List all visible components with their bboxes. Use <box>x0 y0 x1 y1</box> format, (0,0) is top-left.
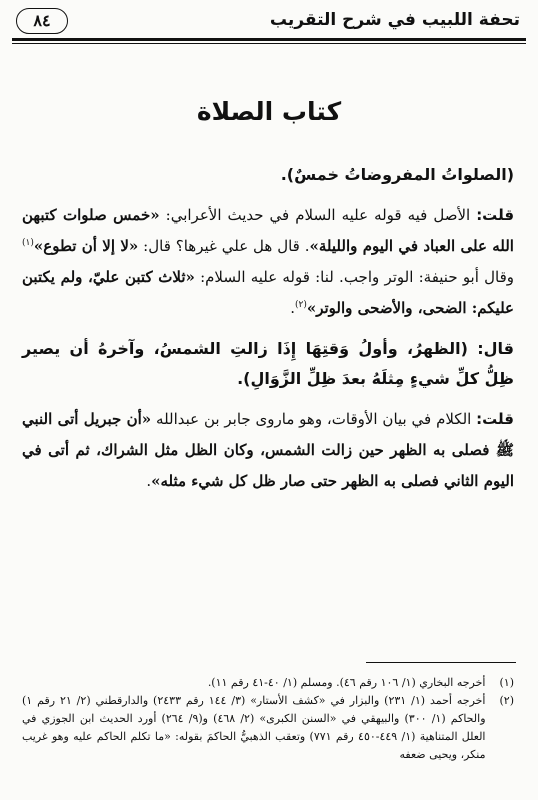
footnotes <box>22 674 514 798</box>
page-number: ٨٤ <box>16 8 68 34</box>
header-divider <box>12 38 526 44</box>
footnote-marker[interactable]: (٢) <box>294 300 307 310</box>
footnote-text: أخرجه أحمد (١/ ٢٣١) والبزار في «كشف الأستار» (٣/ ١٤٤ رقم ٢٤٣٣) والدارقطني (٢/ ٢١ رقم ١) والحاكم (١/ ٣٠٠) والبيهقي في «السنن الكبرى» (٢/ ٤٦٨) و(٩/ ٢٦٤) أورد الحديث ابن الجوزي في العلل المتناهية (١/ ٤٤٩-٤٥٠ رقم ٧٧١) وتعقب الذهبيُّ الحاكمَ بقوله: «ما تكلم الحاكم عليه وهو غريب منكر، ويحيى ضعفه <box>22 694 486 761</box>
footnote-number: (١) <box>499 676 514 689</box>
paragraph-text: الأصل فيه قوله عليه السلام في حديث الأعرابي: <box>159 206 477 224</box>
paragraph-text: . <box>290 299 295 317</box>
footnote <box>22 674 514 692</box>
footnote-number: (٢) <box>499 694 514 707</box>
footnote-marker[interactable]: (١) <box>22 238 34 248</box>
page-body <box>22 160 514 507</box>
hadith-quote: «أن جبريل أتى النبي ﷺ فصلى به الظهر حين زالت الشمس، وكان الظل مثل الشراك، ثم أتى في اليوم الثاني فصلى به الظهر حتى صار ظل كل شيء مثله» <box>22 410 514 490</box>
sharh-paragraph <box>22 404 514 497</box>
page-header <box>12 8 526 36</box>
running-title: تحفة اللبيب في شرح التقريب <box>269 10 520 30</box>
footnote-text: أخرجه البخاري (١/ ١٠٦ رقم ٤٦). ومسلم (١/ ٤٠-٤١ رقم ١١). <box>207 676 486 689</box>
paragraph-lead: قلت: <box>476 410 514 428</box>
paragraph-text: وقال أبو حنيفة: الوتر واجب. لنا: قوله عليه السلام: <box>194 268 514 286</box>
footnote <box>22 692 514 764</box>
chapter-title: كتاب الصلاة <box>196 97 342 126</box>
sharh-paragraph <box>22 200 514 324</box>
hadith-quote: «ثلاث كتبن عليّ، ولم يكتبن عليكم: الضحى، والأضحى والوتر» <box>22 268 514 317</box>
footnote-divider <box>366 662 516 663</box>
hadith-quote: «لا إلا أن تطوع» <box>33 237 139 255</box>
paragraph-text: . <box>146 472 152 490</box>
paragraph-text: الكلام في بيان الأوقات، وهو ماروى جابر بن عبدالله <box>151 410 477 428</box>
paragraph-lead: قلت: <box>476 206 515 224</box>
paragraph-text: . قال هل علي غيرها؟ قال: <box>138 237 310 255</box>
matn-paragraph: (الصلواتُ المفروضاتُ خمسٌ). <box>280 165 514 184</box>
hadith-quote: «خمس صلوات كتبهن الله على العباد في اليوم والليلة» <box>22 206 514 255</box>
matn-paragraph: قال: (الظهرُ، وأولُ وَقتِهَا إِذَا زالتِ الشمسُ، وآخرهُ أن يصير ظِلُّ كلِّ شيءٍ مِثلَهُ بعدَ ظِلِّ الزَّوَالِ). <box>22 339 514 388</box>
